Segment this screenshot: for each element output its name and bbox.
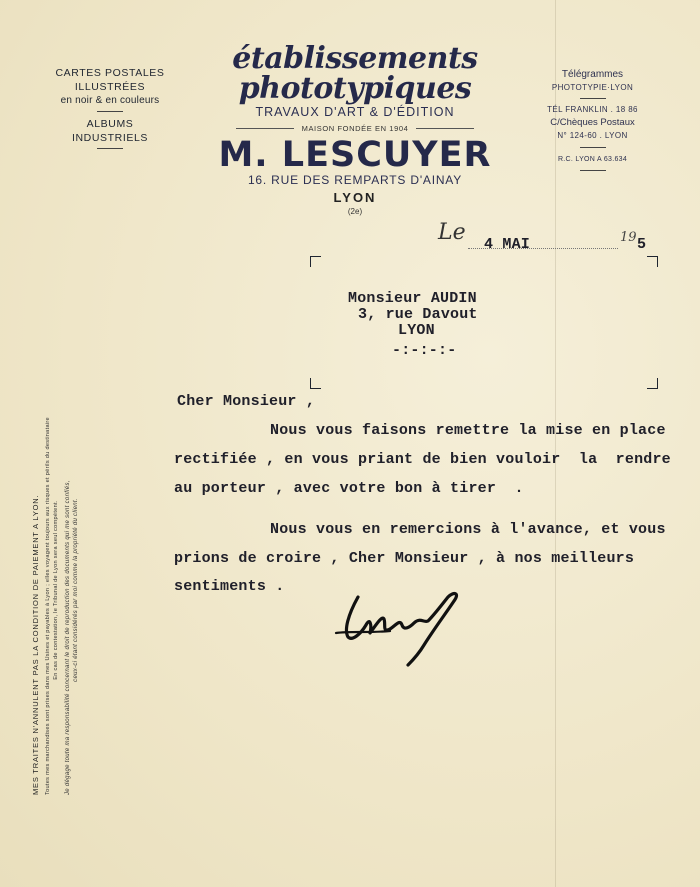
date-day-month: 4 MAI xyxy=(484,236,531,253)
date-prefix: Le xyxy=(438,220,466,245)
couleurs-label: en noir & en couleurs xyxy=(60,95,160,106)
recipient-street: 3, rue Davout xyxy=(358,306,478,323)
body-line: rectifiée , en vous priant de bien vouloir la rendre xyxy=(174,451,671,468)
signature xyxy=(330,585,470,670)
salutation: Cher Monsieur , xyxy=(177,393,316,410)
body-line: prions de croire , Cher Monsieur , à nos meilleurs xyxy=(174,550,635,567)
rule-left xyxy=(236,128,294,129)
cheques-label: C/Chèques Postaux xyxy=(550,117,635,128)
cartes-postales-label: CARTES POSTALES xyxy=(55,67,165,79)
registry: R.C. LYON A 63.634 xyxy=(557,156,628,163)
margin-line: Toutes mes marchandises sont prises dans mes Usines et payables à Lyon ; elles voyagent toujours aux risques et périls du destinataire xyxy=(44,417,51,795)
telegram-address: PHOTOTYPIE·LYON xyxy=(551,83,634,92)
rule-right xyxy=(416,128,474,129)
margin-line: En cas de contestation, le Tribunal de Lyon sera seul compétent. xyxy=(53,500,59,680)
margin-line: Je dégage toute ma responsabilité concernant le droit de reproduction des documents qui me sont confiés, xyxy=(64,480,71,795)
margin-line: MES TRAITES N'ANNULENT PAS LA CONDITION DE PAIEMENT A LYON. xyxy=(31,494,40,795)
divider xyxy=(580,170,606,171)
title-phototypiques: phototypiques xyxy=(238,71,472,106)
cheques-number: N° 124-60 . LYON xyxy=(557,131,628,140)
margin-line: ceux-ci étant considérés par moi comme la propriété du client. xyxy=(73,498,79,682)
divider xyxy=(580,147,606,148)
district: (2e) xyxy=(347,207,363,216)
divider xyxy=(97,111,123,112)
margin-notice xyxy=(32,385,81,795)
window-corner-tl xyxy=(310,256,321,267)
window-corner-tr xyxy=(647,256,658,267)
recipient-ornament: -:-:-:- xyxy=(392,342,457,359)
letterhead-left xyxy=(40,66,180,152)
illustrees-label: ILLUSTRÉES xyxy=(74,81,146,93)
company-city: LYON xyxy=(333,190,377,205)
company-name: M. LESCUYER xyxy=(218,135,492,175)
body-line: Nous vous en remercions à l'avance, et vous xyxy=(270,521,666,538)
recipient-city: LYON xyxy=(398,322,435,339)
industriels-label: INDUSTRIELS xyxy=(71,132,149,144)
telephone: TÉL FRANKLIN . 18 86 xyxy=(547,105,638,114)
recipient-name: Monsieur AUDIN xyxy=(348,290,477,307)
divider xyxy=(97,148,123,149)
body-line: sentiments . xyxy=(174,578,285,595)
letterhead-center xyxy=(205,41,505,216)
founded-row xyxy=(205,124,505,133)
founded-text: MAISON FONDÉE EN 1904 xyxy=(301,124,409,133)
title-etablissements: établissements xyxy=(232,41,478,76)
window-corner-bl xyxy=(310,378,321,389)
albums-label: ALBUMS xyxy=(86,118,134,130)
date-year-prefix: 19 xyxy=(620,230,637,245)
telegrammes-label: Télégrammes xyxy=(561,69,624,80)
body-line: au porteur , avec votre bon à tirer . xyxy=(174,480,524,497)
recipient-block xyxy=(348,291,478,359)
company-address: 16. RUE DES REMPARTS D'AINAY xyxy=(247,173,463,187)
body-line: Nous vous faisons remettre la mise en place xyxy=(270,422,666,439)
divider xyxy=(580,98,606,99)
letterhead-right xyxy=(525,68,660,175)
date-year-suffix: 5 xyxy=(637,236,647,253)
window-corner-br xyxy=(647,378,658,389)
subtitle: TRAVAUX D'ART & D'ÉDITION xyxy=(255,105,455,119)
